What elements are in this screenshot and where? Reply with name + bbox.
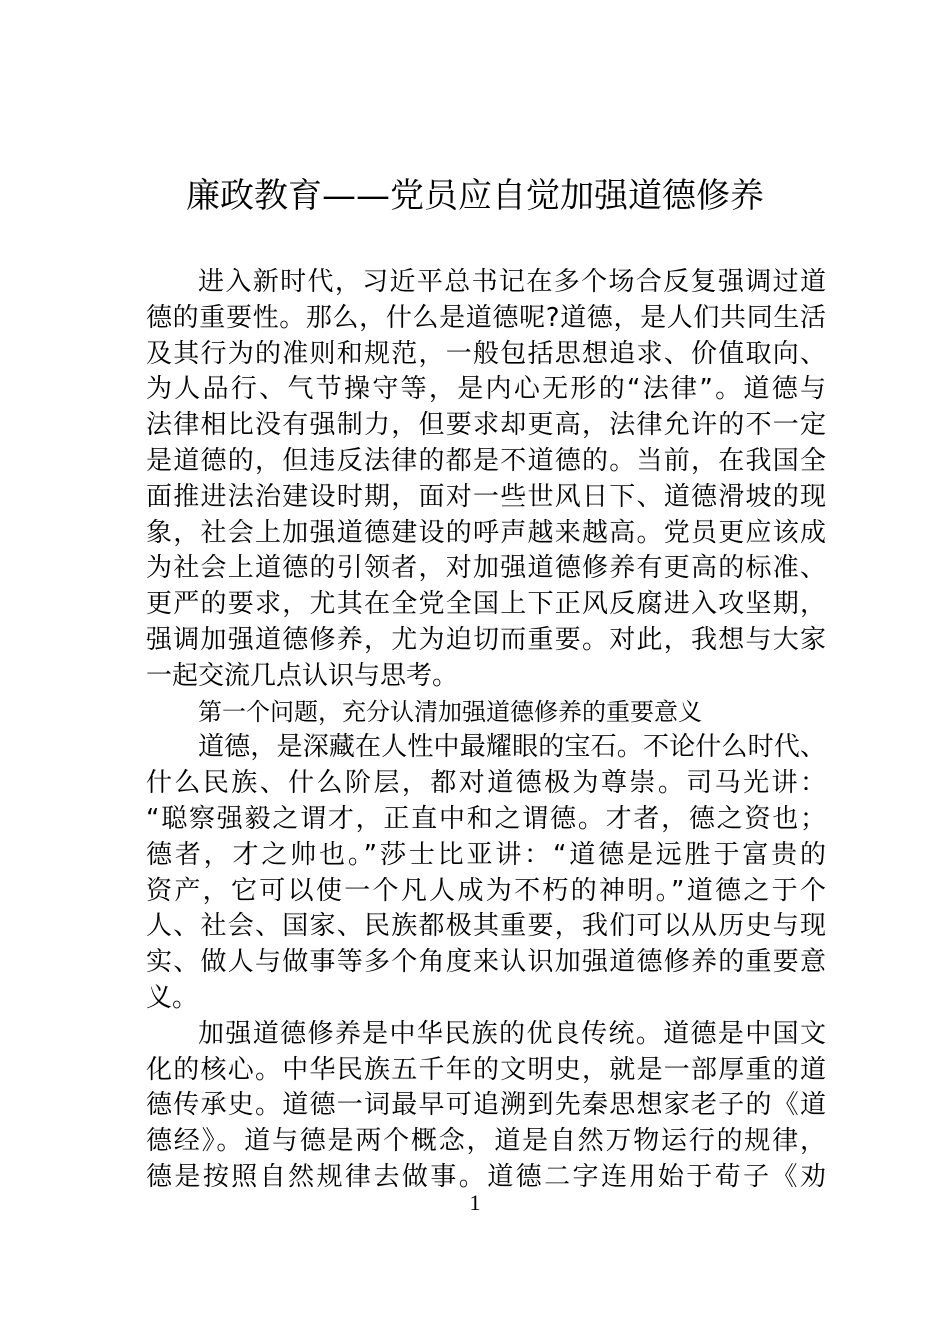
text-line: 进入新时代，习近平总书记在多个场合反复强调过道 (198, 267, 826, 297)
text-line: 加强道德修养是中华民族的优良传统。道德是中国文 (198, 1018, 826, 1049)
paragraph-morality-gem (146, 730, 826, 1016)
text-line: 德经》。道与德是两个概念，道是自然万物运行的规律， (146, 1126, 826, 1157)
text-line: “聪察强毅之谓才，正直中和之谓德。才者，德之资也； (146, 803, 826, 834)
text-line: 德传承史。道德一词最早可追溯到先秦思想家老子的《道 (146, 1090, 826, 1121)
text-line: 什么民族、什么阶层，都对道德极为尊崇。司马光讲： (146, 768, 826, 799)
heading-text: 第一个问题，充分认清加强道德修养的重要意义 (198, 697, 702, 726)
text-line: 德是按照自然规律去做事。道德二字连用始于荀子《劝 (146, 1161, 826, 1192)
page-number: 1 (469, 1190, 481, 1215)
text-line: 化的核心。中华民族五千年的文明史，就是一部厚重的道 (146, 1054, 826, 1085)
text-line: 为人品行、气节操守等，是内心无形的“法律”。道德与 (146, 374, 826, 405)
text-line: 实、做人与做事等多个角度来认识加强道德修养的重要意 (146, 947, 826, 978)
text-line: 象，社会上加强道德建设的呼声越来越高。党员更应该成 (146, 517, 826, 548)
text-line: 更严的要求，尤其在全党全国上下正风反腐进入攻坚期， (146, 589, 826, 620)
text-line: 强调加强道德修养，尤为迫切而重要。对此，我想与大家 (146, 624, 826, 655)
document-body (146, 265, 826, 1196)
text-line: 德者，才之帅也。”莎士比亚讲：“道德是远胜于富贵的 (146, 839, 826, 870)
text-line: 道德，是深藏在人性中最耀眼的宝石。不论什么时代、 (198, 732, 826, 763)
section-heading (146, 695, 826, 731)
text-line: 义。 (146, 982, 199, 1013)
text-line: 法律相比没有强制力，但要求却更高，法律允许的不一定 (146, 410, 826, 441)
text-line: 是道德的，但违反法律的都是不道德的。当前，在我国全 (146, 445, 826, 476)
text-line: 及其行为的准则和规范，一般包括思想追求、价值取向、 (146, 338, 826, 369)
text-line: 德的重要性。那么，什么是道德呢?道德，是人们共同生活 (146, 302, 826, 333)
document-title: 廉政教育——党员应自觉加强道德修养 (186, 176, 764, 216)
paragraph-intro (146, 265, 826, 695)
text-line: 人、社会、国家、民族都极其重要，我们可以从历史与现 (146, 911, 826, 942)
text-line: 面推进法治建设时期，面对一些世风日下、道德滑坡的现 (146, 481, 826, 512)
text-line: 资产，它可以使一个凡人成为不朽的神明。”道德之于个 (146, 875, 826, 906)
text-line: 为社会上道德的引领者，对加强道德修养有更高的标准、 (146, 553, 826, 584)
text-line: 一起交流几点认识与思考。 (146, 660, 459, 691)
paragraph-tradition (146, 1017, 826, 1196)
